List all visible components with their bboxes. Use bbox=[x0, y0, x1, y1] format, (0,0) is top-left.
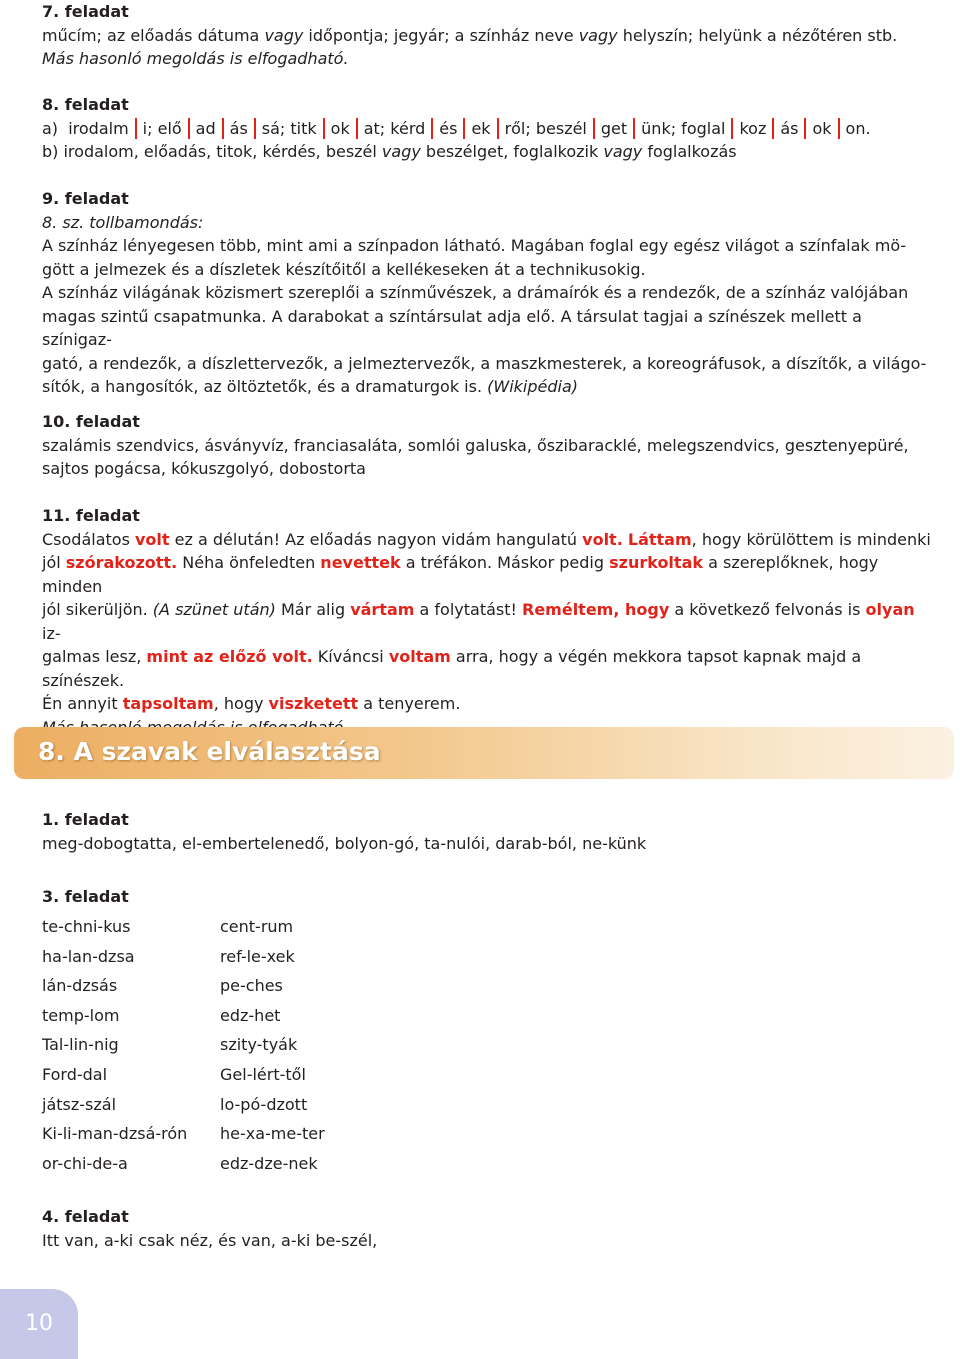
list-item: Ford-dal bbox=[42, 1064, 108, 1084]
list-item: cent-rum bbox=[220, 917, 294, 936]
task-9-line: magas szintű csapatmunka. A darabokat a színtársulat adja elő. A társulat tagjai a színészek mellett a színigaz- bbox=[42, 306, 862, 349]
hyphenation-left-column bbox=[42, 912, 187, 1178]
list-item: temp-lom bbox=[42, 1005, 120, 1025]
list-item: edz-dze-nek bbox=[220, 1153, 318, 1173]
section-title: 8. A szavak elválasztása bbox=[38, 737, 381, 766]
source-citation: (Wikipédia) bbox=[487, 377, 579, 396]
task-10-line: sajtos pogácsa, kókuszgolyó, dobostorta bbox=[42, 459, 366, 478]
list-item: or-chi-de-a bbox=[42, 1153, 128, 1173]
task-11-line: Én annyit tapsoltam, hogy viszketett a tenyerem. bbox=[42, 694, 461, 713]
task-10 bbox=[42, 410, 932, 481]
list-item: játsz-szál bbox=[42, 1094, 117, 1114]
section8-task-4-heading: 4. feladat bbox=[42, 1207, 129, 1226]
list-item: szity-tyák bbox=[220, 1035, 298, 1055]
list-item: lo-pó-dzott bbox=[220, 1094, 308, 1114]
section8-task-3 bbox=[42, 885, 932, 909]
section8-task-4-answer: Itt van, a-ki csak néz, és van, a-ki be-szél, bbox=[42, 1230, 378, 1250]
section8-task-3-heading: 3. feladat bbox=[42, 887, 129, 906]
section8-task-1-heading: 1. feladat bbox=[42, 810, 129, 829]
task-9-subtitle: 8. sz. tollbamondás: bbox=[42, 212, 204, 232]
section-banner bbox=[14, 727, 954, 779]
list-item: lán-dzsás bbox=[42, 976, 118, 996]
task-7 bbox=[42, 0, 932, 71]
list-item: Gel-lért-től bbox=[220, 1064, 306, 1084]
task-8-heading: 8. feladat bbox=[42, 95, 129, 114]
hyphenation-right-column bbox=[220, 912, 325, 1178]
task-7-heading: 7. feladat bbox=[42, 2, 129, 21]
task-8-b-line: b) irodalom, előadás, titok, kérdés, beszél vagy beszélget, foglalkozik vagy foglalkozás bbox=[42, 142, 737, 161]
task-9-line: sítók, a hangosítók, az öltöztetők, és a dramaturgok is. (Wikipédia) bbox=[42, 377, 579, 396]
task-9-line: gató, a rendezők, a díszlettervezők, a jelmeztervezők, a maszkmesterek, a koreográfusok, a díszítők, a világo- bbox=[42, 353, 927, 373]
page-number-tab bbox=[0, 1289, 78, 1359]
task-11-line: jól szórakozott. Néha önfeledten nevettek a tréfákon. Máskor pedig szurkoltak a szereplőknek, hogy minden bbox=[42, 553, 879, 596]
task-10-line: szalámis szendvics, ásványvíz, franciasaláta, somlói galuska, őszibaracklé, melegszendvics, gesztenyepüré, bbox=[42, 435, 909, 455]
task-7-answer: műcím; az előadás dátuma vagy időpontja; jegyár; a színház neve vagy helyszín; helyünk a nézőtéren stb. bbox=[42, 25, 898, 45]
task-9-line: A színház lényegesen több, mint ami a színpadon látható. Magában foglal egy egész világot a színfalak mö- bbox=[42, 236, 907, 255]
section8-task-1 bbox=[42, 808, 932, 855]
task-11-line: Csodálatos volt ez a délután! Az előadás nagyon vidám hangulatú volt. Láttam, hogy körülöttem is mindenki bbox=[42, 529, 931, 549]
task-11-line: galmas lesz, mint az előző volt. Kíváncsi voltam arra, hogy a végén mekkora tapsot kapnak majd a színészek. bbox=[42, 647, 862, 690]
section8-task-4 bbox=[42, 1205, 932, 1252]
task-9-heading: 9. feladat bbox=[42, 189, 129, 208]
page-number: 10 bbox=[25, 1311, 53, 1336]
task-8 bbox=[42, 93, 932, 164]
list-item: ha-lan-dzsa bbox=[42, 946, 135, 966]
list-item: Tal-lin-nig bbox=[42, 1035, 119, 1055]
list-item: Ki-li-man-dzsá-rón bbox=[42, 1124, 188, 1144]
task-9 bbox=[42, 187, 932, 399]
task-8-a-line: a) irodalm i; elő ad ás sá; titk ok at; kérd és ek ről; beszél get ünk; foglal koz ás ok on. bbox=[42, 118, 871, 138]
list-item: edz-het bbox=[220, 1005, 281, 1025]
task-9-line: gött a jelmezek és a díszletek készítőitől a kellékeseken át a technikusokig. bbox=[42, 259, 646, 279]
task-7-note: Más hasonló megoldás is elfogadható. bbox=[42, 49, 349, 68]
task-10-heading: 10. feladat bbox=[42, 412, 140, 431]
list-item: ref-le-xek bbox=[220, 946, 295, 966]
task-9-line: A színház világának közismert szereplői a színművészek, a drámaírók és a rendezők, de a színház valójában bbox=[42, 283, 909, 302]
list-item: te-chni-kus bbox=[42, 917, 131, 936]
list-item: pe-ches bbox=[220, 976, 283, 996]
list-item: he-xa-me-ter bbox=[220, 1124, 325, 1144]
task-11 bbox=[42, 504, 932, 739]
task-11-line: jól sikerüljön. (A szünet után) Már alig vártam a folytatást! Reméltem, hogy a következő felvonás is olyan iz- bbox=[42, 600, 915, 643]
task-11-heading: 11. feladat bbox=[42, 506, 140, 525]
section8-task-1-answer: meg-dobogtatta, el-embertelenedő, bolyon-gó, ta-nulói, darab-ból, ne-künk bbox=[42, 833, 647, 853]
